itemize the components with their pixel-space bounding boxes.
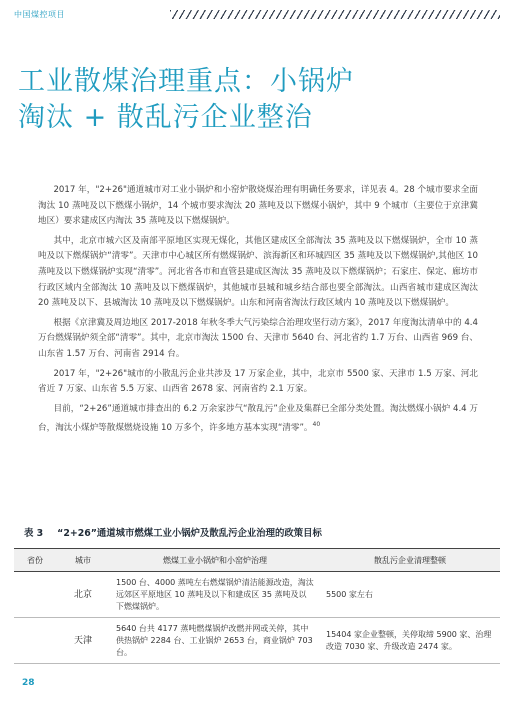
body-text: [38, 183, 478, 441]
header-province: 省份: [14, 549, 56, 572]
enterprise-cell: 5500 家左右: [320, 572, 500, 618]
header-city: 城市: [56, 549, 110, 572]
table-number: 表 3: [24, 528, 44, 539]
decorative-hatch-band: [170, 10, 500, 19]
policy-table: [14, 548, 500, 664]
paragraph: 根据《京津冀及周边地区 2017-2018 年秋冬季大气污染综合治理攻坚行动方案》，2017 年度淘汰清单中的 4.4 万台燃煤锅炉须全部“清零”。其中，北京市淘汰 1500 台、天津市 5640 台、河北省约 1.7 万台、山西省 969 台、山东省 1.57 万台、河南省 2914 台。: [38, 317, 478, 359]
enterprise-cell: 15404 家企业整顿，关停取缔 5900 家、治理改造 7030 家、升级改造 2474 家。: [320, 618, 500, 664]
footnote-ref: 40: [312, 421, 321, 429]
boiler-cell: 1500 台、4000 蒸吨左右燃煤锅炉清洁能源改造，淘汰远郊区平原地区 10 蒸吨及以下和建成区 35 蒸吨及以下燃煤锅炉。: [110, 572, 320, 618]
header-boiler: 燃煤工业小锅炉和小窑炉治理: [110, 549, 320, 572]
province-cell: [14, 572, 56, 618]
table-caption: [24, 525, 336, 539]
header-label: 中国煤控项目: [14, 10, 65, 19]
table-title: “2+26”通道城市燃煤工业小锅炉及散乱污企业治理的政策目标: [57, 528, 322, 539]
table-header-row: [14, 549, 500, 572]
table-row: [14, 618, 500, 664]
paragraph: 其中，北京市城六区及南部平原地区实现无煤化，其他区建成区全部淘汰 35 蒸吨及以下燃煤锅炉，全市 10 蒸吨及以下燃煤锅炉“清零”。天津市中心城区所有燃煤锅炉、滨海新区和环城四区 35 蒸吨及以下燃煤锅炉,其他区 10 蒸吨及以下燃煤锅炉实现“清零”。河北省各市和直管县建成区淘汰 35 蒸吨及以下燃煤锅炉；石家庄、保定、廊坊市行政区域内全部淘汰 10 蒸吨及以下燃煤锅炉，其他城市县城和城乡结合部也要全部淘汰。山西省城市建成区淘汰 20 蒸吨及以下、县城淘汰 10 蒸吨及以下燃煤锅炉。山东和河南省淘汰行政区域内 10 蒸吨及以下燃煤锅炉。: [38, 235, 478, 309]
paragraph-text: 目前，“2+26”通道城市排查出的 6.2 万余家涉气“散乱污”企业及集群已全部分类处置。淘汰燃煤小锅炉 4.4 万台，淘汰小煤炉等散煤燃烧设施 10 万多个，许多地方基本实现“清零”。: [38, 403, 478, 434]
city-cell: 天津: [56, 618, 110, 664]
page-headline: [18, 64, 498, 136]
boiler-cell: 5640 台共 4177 蒸吨燃煤锅炉改燃并网或关停，其中供热锅炉 2284 台、工业锅炉 2653 台，商业锅炉 703 台。: [110, 618, 320, 664]
table-row: [14, 572, 500, 618]
page-number: 28: [22, 678, 35, 688]
paragraph: 2017 年，"2+26"通道城市对工业小锅炉和小窑炉散烧煤治理有明确任务要求，详见表 4。28 个城市要求全面淘汰 10 蒸吨及以下燃煤小锅炉，14 个城市要求淘汰 20 蒸吨及以下燃煤小锅炉，其中 9 个城市（主要位于京津冀地区）要求建成区内淘汰 35 蒸吨及以下燃煤锅炉。: [38, 185, 478, 227]
headline-line-1: 工业散煤治理重点：小锅炉: [18, 66, 354, 97]
top-bar: [0, 0, 510, 26]
paragraph: 2017 年，"2+26"城市的小散乱污企业共涉及 17 万家企业，其中，北京市 5500 家、天津市 1.5 万家、河北省近 7 万家、山东省 5.5 万家、山西省 2678 家、河南省约 2.1 万家。: [38, 368, 478, 395]
province-cell: [14, 618, 56, 664]
header-enterprise: 散乱污企业清理整顿: [320, 549, 500, 572]
paragraph: [38, 402, 478, 437]
city-cell: 北京: [56, 572, 110, 618]
headline-line-2: 淘汰 + 散乱污企业整治: [18, 102, 313, 133]
